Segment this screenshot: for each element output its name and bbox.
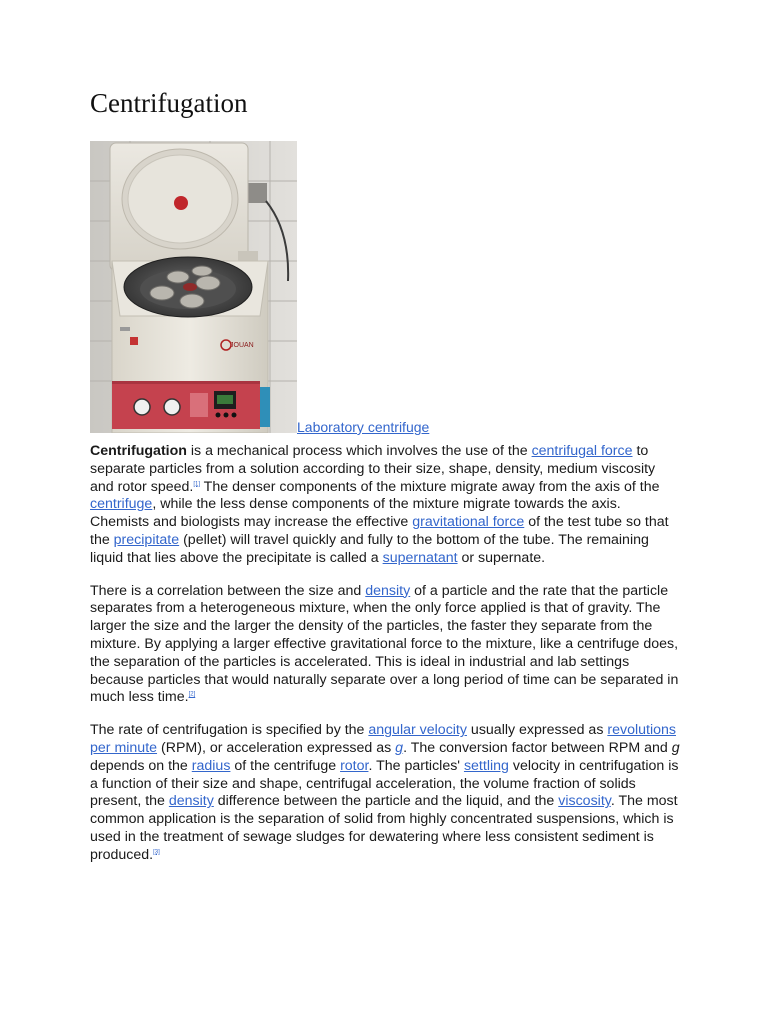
link-gravitational-force[interactable]: gravitational force <box>412 514 525 531</box>
link-g[interactable]: g <box>395 739 404 756</box>
link-radius[interactable]: radius <box>191 757 231 774</box>
brand-label: JOUAN <box>230 342 254 349</box>
bold-term: Centrifugation <box>90 443 187 459</box>
italic-g: g <box>671 739 680 756</box>
figure <box>90 141 680 437</box>
link-revolutions-per-minute[interactable]: revolutions per minute <box>90 722 676 756</box>
image-caption-link[interactable]: Laboratory centrifuge <box>297 419 430 435</box>
link-density[interactable]: density <box>365 582 411 599</box>
paragraph-2: There is a correlation between the size and density of a particle and the rate that the particle separates from a heterogeneous mixture, when the only force applied is that of gravity. The larger the size and the larger the density of the particles, the faster they separate from the mixture. By applying a larger effective gravitational force to the mixture, like a centrifuge does, the separation of the particles is accelerated. This is ideal in industrial and lab settings because particles that would naturally separate over a long period of time can be separated in much less time.[2] <box>90 582 679 706</box>
link-density-2[interactable]: density <box>168 793 214 810</box>
link-settling[interactable]: settling <box>463 757 509 774</box>
paragraph-3: The rate of centrifugation is specified by the angular velocity usually expressed as revolutions per minute (RPM), or acceleration expressed as g. The conversion factor between RPM and g depends on the radius of the centrifuge rotor. The particles' settling velocity in centrifugation is a function of their size and shape, centrifugal acceleration, the volume fraction of solids present, the density difference between the particle and the liquid, and the viscosity. The most common application is the separation of solid from highly concentrated suspensions, which is used in the treatment of sewage sludges for dewatering where less consistent sediment is produced.[3] <box>90 722 680 863</box>
link-angular-velocity[interactable]: angular velocity <box>368 722 467 739</box>
link-supernatant[interactable]: supernatant <box>382 549 458 566</box>
article-body <box>90 443 682 880</box>
citation-1[interactable]: [1] <box>193 480 200 487</box>
citation-3[interactable]: [3] <box>153 849 160 855</box>
page-title: Centrifugation <box>90 88 248 118</box>
link-viscosity[interactable]: viscosity <box>558 793 611 810</box>
link-rotor[interactable]: rotor <box>340 757 369 774</box>
link-centrifuge[interactable]: centrifuge <box>90 496 153 513</box>
link-centrifugal-force[interactable]: centrifugal force <box>531 443 633 459</box>
centrifuge-photo <box>90 141 297 433</box>
citation-2[interactable]: [2] <box>188 691 196 698</box>
paragraph-1: Centrifugation is a mechanical process which involves the use of the centrifugal force to separate particles from a solution according to their size, shape, density, medium viscosity and rotor speed.[1] The denser components of the mixture migrate away from the axis of the centrifuge, while the less dense components of the mixture migrate towards the axis. Chemists and biologists may increase the effective gravitational force of the test tube so that the precipitate (pellet) will travel quickly and fully to the bottom of the tube. The remaining liquid that lies above the precipitate is called a supernatant or supernate. <box>90 443 669 566</box>
link-precipitate[interactable]: precipitate <box>113 531 180 548</box>
